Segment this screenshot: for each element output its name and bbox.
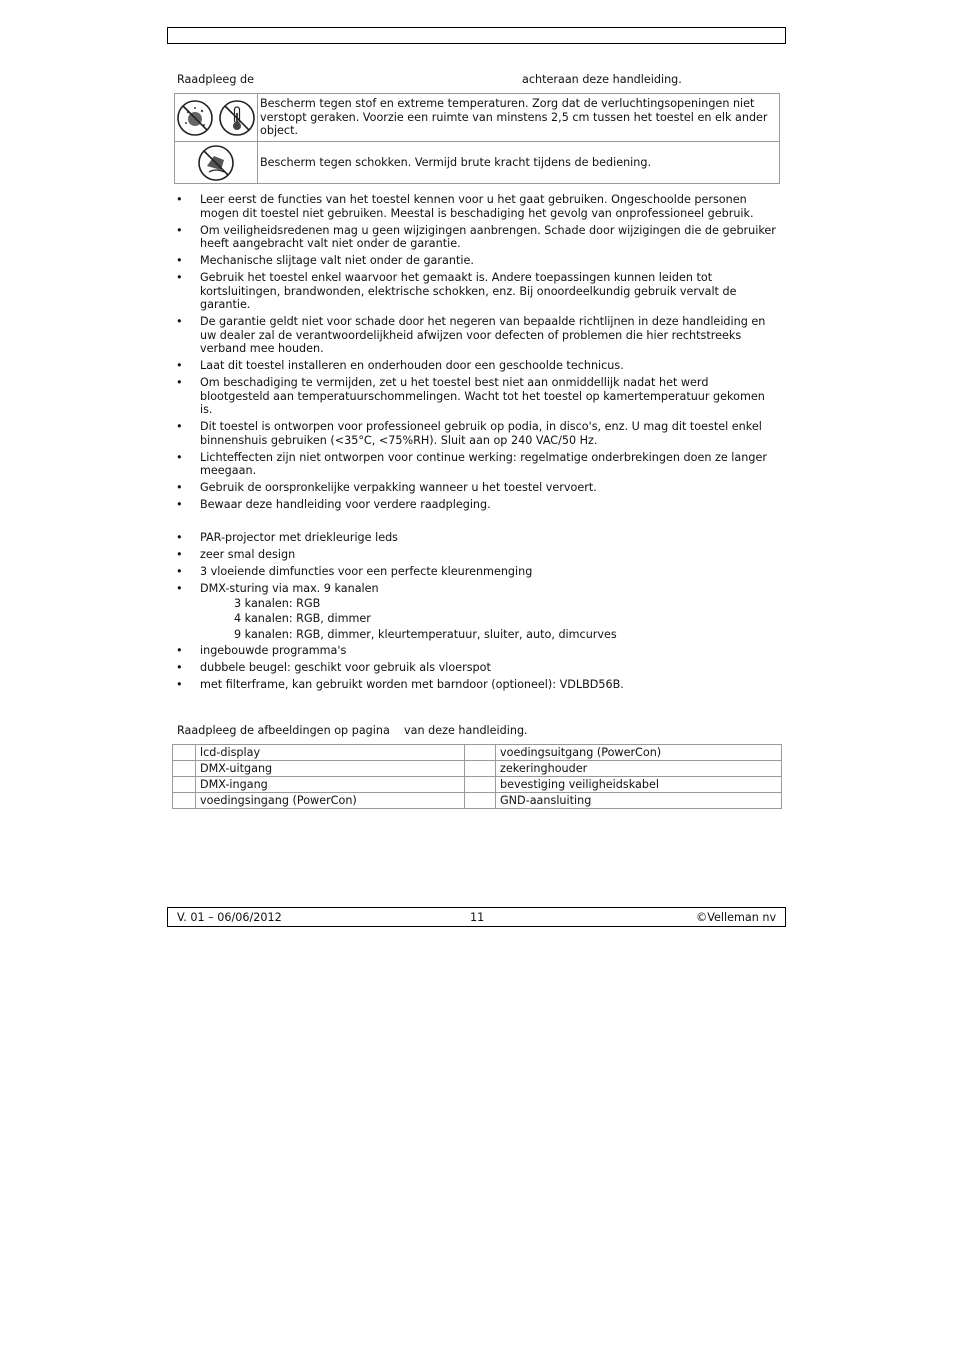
footer-page-number: 11 [470,911,485,924]
feature-item: ingebouwde programma's [200,644,347,657]
part-number-cell [173,777,196,793]
safety-icons [175,94,258,142]
list-item: • Dit toestel is ontworpen voor professioneel gebruik op podia, in disco's, enz. U mag dit toestel enkel binnenshuis gebruiken (<35°C, <75%RH). Sluit aan op 240 VAC/50 Hz. [176,420,780,447]
no-dust-icon [176,99,214,137]
list-item: • Om veiligheidsredenen mag u geen wijzigingen aanbrengen. Schade door wijzigingen die de gebruiker heeft aangebracht valt niet onder de garantie. [176,224,780,251]
feature-item: PAR-projector met driekleurige leds [200,531,399,544]
part-name: voedingsingang (PowerCon) [196,793,465,809]
part-number-cell [173,761,196,777]
bullet-mark: • [176,531,183,544]
part-name: bevestiging veiligheidskabel [496,777,782,793]
safety-row [175,94,780,142]
channel-item: 4 kanalen: RGB, dimmer [234,612,371,625]
part-number-cell [465,761,496,777]
part-number-cell [465,777,496,793]
list-item: • Lichteffecten zijn niet ontworpen voor continue werking: regelmatige onderbrekingen doen ze langer meegaan. [176,451,780,478]
channel-item: 3 kanalen: RGB [234,597,321,610]
table-row [173,793,782,809]
part-number-cell [173,793,196,809]
feature-item: zeer smal design [200,548,296,561]
bullet-mark: • [176,661,183,674]
part-name: DMX-uitgang [196,761,465,777]
list-item: • Leer eerst de functies van het toestel kennen voor u het gaat gebruiken. Ongeschoolde personen mogen dit toestel niet gebruiken. Meestal is beschadiging het gevolg van onprofessioneel gebruik. [176,193,780,220]
safety-table [174,93,780,184]
list-item: • Gebruik het toestel enkel waarvoor het gemaakt is. Andere toepassingen kunnen leiden tot kortsluitingen, brandwonden, elektrische schokken, enz. Bij onoordeelkundig gebruik vervalt de garantie. [176,271,780,312]
bullet-mark: • [176,678,183,691]
feature-item: met filterframe, kan gebruikt worden met barndoor (optioneel): VDLBD56B. [200,678,624,691]
channel-item: 9 kanalen: RGB, dimmer, kleurtemperatuur, sluiter, auto, dimcurves [234,628,617,641]
part-number-cell [173,745,196,761]
list-item: • De garantie geldt niet voor schade door het negeren van bepaalde richtlijnen in deze handleiding en uw dealer zal de verantwoordelijkheid afwijzen voor defecten of problemen die hier rechtstreeks verband mee houden. [176,315,780,356]
intro-right: achteraan deze handleiding. [522,73,682,86]
part-number-cell [465,745,496,761]
safety-row [175,142,780,184]
safety-text: Bescherm tegen stof en extreme temperaturen. Zorg dat de verluchtingsopeningen niet verstopt geraken. Voorzie een ruimte van minstens 2,5 cm tussen het toestel en elk ander object. [258,94,780,142]
part-name: voedingsuitgang (PowerCon) [496,745,782,761]
safety-text: Bescherm tegen schokken. Vermijd brute kracht tijdens de bediening. [258,142,780,184]
overview-left: Raadpleeg de afbeeldingen op pagina [177,724,390,737]
part-name: DMX-ingang [196,777,465,793]
page-header [167,27,786,44]
list-item: • Laat dit toestel installeren en onderhouden door een geschoolde technicus. [176,359,780,373]
bullet-mark: • [176,582,183,595]
no-shock-icon [197,144,235,182]
footer-brand: ©Velleman nv [696,911,777,924]
bullet-mark: • [176,548,183,561]
list-item: • Om beschadiging te vermijden, zet u het toestel best niet aan onmiddellijk nadat het werd blootgesteld aan temperatuurschommelingen. Wacht tot het toestel op kamertemperatuur gekomen is. [176,376,780,417]
table-row [173,761,782,777]
feature-item: DMX-sturing via max. 9 kanalen [200,582,379,595]
feature-item: 3 vloeiende dimfuncties voor een perfecte kleurenmenging [200,565,533,578]
part-number-cell [465,793,496,809]
warnings-list [176,193,780,512]
part-name: lcd-display [196,745,465,761]
footer-version: V. 01 – 06/06/2012 [177,911,282,924]
bullet-mark: • [176,565,183,578]
feature-item: dubbele beugel: geschikt voor gebruik als vloerspot [200,661,491,674]
part-name: GND-aansluiting [496,793,782,809]
bullet-mark: • [176,644,183,657]
parts-table [172,744,782,809]
table-row [173,777,782,793]
list-item: • Bewaar deze handleiding voor verdere raadpleging. [176,498,780,512]
list-item: • Mechanische slijtage valt niet onder de garantie. [176,254,780,268]
part-name: zekeringhouder [496,761,782,777]
safety-icons [175,142,258,184]
overview-right: van deze handleiding. [404,724,528,737]
table-row [173,745,782,761]
list-item: • Gebruik de oorspronkelijke verpakking wanneer u het toestel vervoert. [176,481,780,495]
intro-left: Raadpleeg de [177,73,254,86]
no-temperature-icon [218,99,256,137]
